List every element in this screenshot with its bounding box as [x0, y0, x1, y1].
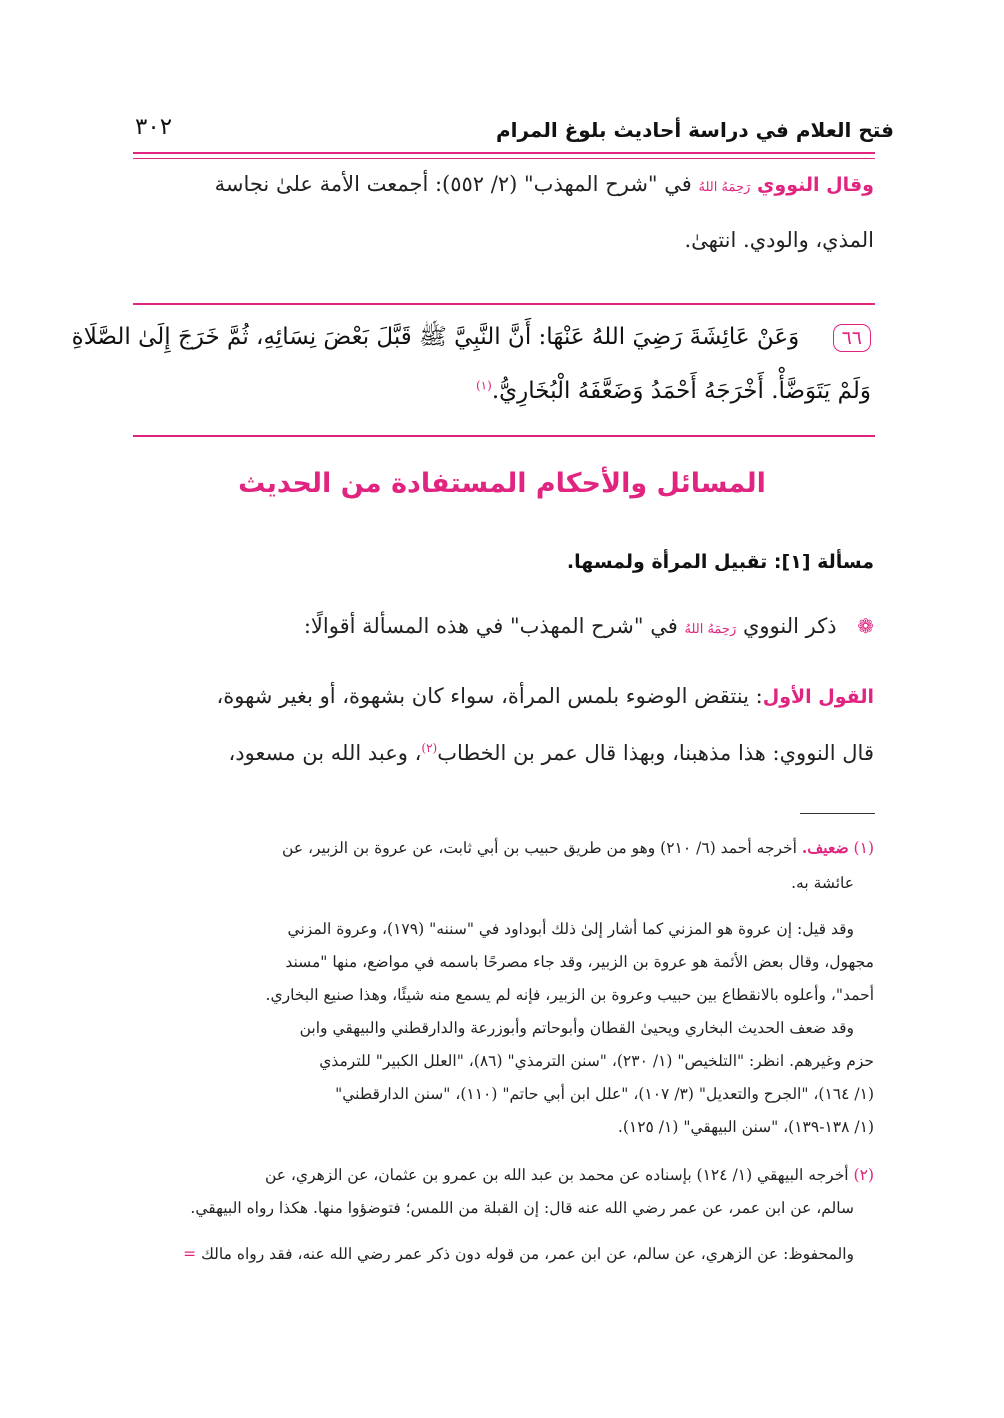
bullet-text-after: في "شرح المهذب" في هذه المسألة أقوالًا: — [303, 614, 678, 638]
footnote-2-line-3 — [183, 1245, 854, 1263]
paragraph-text-1: : ينتقض الوضوء بلمس المرأة، سواء كان بشهوة، أو بغير شهوة، — [216, 684, 763, 708]
issue-heading — [567, 551, 874, 573]
intro-line-1 — [215, 172, 874, 196]
paragraph-text-2a: قال النووي: هذا مذهبنا، وبهذا قال عمر بن الخطاب — [437, 741, 874, 765]
footnote-1-line-1 — [282, 838, 874, 857]
header-rule-thick — [133, 152, 875, 154]
footnote-1-line-2: عائشة به. — [791, 874, 854, 892]
footnote-1-line-5: أحمد"، وأعلوه بالانقطاع بين حبيب وعروة بن الزبير، فإنه لم يسمع منه شيئًا، وهذا صنيع البخاري. — [265, 986, 874, 1004]
running-header-title: فتح العلام في دراسة أحاديث بلوغ المرام — [495, 118, 894, 142]
footnote-separator — [800, 813, 875, 814]
footnote-1-line-8: (١/ ١٦٤)، "الجرح والتعديل" (٣/ ١٠٧)، "علل ابن أبي حاتم" (١١٠)، "سنن الدارقطني" — [335, 1085, 874, 1103]
honorific-glyph: رَحِمَهُ اللهُ — [698, 180, 751, 195]
paragraph-text-2b: ، وعبد الله بن مسعود، — [228, 741, 422, 765]
footnote-1-line-7: حزم وغيرهم. انظر: "التلخيص" (١/ ٢٣٠)، "سنن الترمذي" (٨٦)، "العلل الكبير" للترمذي — [319, 1052, 874, 1070]
hadith-box-top-rule — [133, 303, 875, 305]
bullet-line — [304, 614, 874, 638]
paragraph-line-1 — [216, 684, 874, 708]
intro-text: في "شرح المهذب" (٢/ ٥٥٢): أجمعت الأمة علىٰ نجاسة — [214, 172, 692, 196]
footnote-2-text: أخرجه البيهقي (١/ ١٢٤) بإسناده عن محمد بن عبد الله بن عمرو بن عثمان، عن الزهري، عن — [264, 1166, 849, 1184]
paragraph-line-2 — [228, 741, 874, 765]
flower-bullet-icon: ❁ — [857, 614, 874, 638]
footnote-ref-2[interactable]: (٢) — [421, 741, 438, 755]
footnote-1-line-4: مجهول، وقال بعض الأئمة هو عروة بن الزبير، وقد جاء مصرحًا باسمه في مواضع، منها "مسند — [285, 953, 874, 971]
footnote-1-line-6: وقد ضعف الحديث البخاري ويحيىٰ القطان وأبوحاتم وأبوزرعة والدارقطني والبيهقي وابن — [299, 1019, 854, 1037]
footnote-ref-1[interactable]: (١) — [475, 378, 492, 393]
footnote-1-line-9: (١/ ١٣٨-١٣٩)، "سنن البيهقي" (١/ ١٢٥). — [617, 1118, 874, 1136]
section-title: المسائل والأحكام المستفادة من الحديث — [238, 468, 766, 499]
footnote-2-mark: (٢) — [853, 1166, 874, 1184]
footnote-2-line-2: سالم، عن ابن عمر، عن عمر رضي الله عنه قال: إن القبلة من اللمس؛ فتوضؤوا منها. هكذا رواه البيهقي. — [190, 1199, 854, 1217]
hadith-text-2: وَلَمْ يَتَوَضَّأْ. أَخْرَجَهُ أَحْمَدُ وَضَعَّفَهُ الْبُخَارِيُّ. — [491, 378, 871, 404]
header-rule-thin — [133, 158, 875, 159]
page-number: ٣٠٢ — [135, 114, 173, 140]
footnote-1-text: أخرجه أحمد (٦/ ٢١٠) وهو من طريق حبيب بن أبي ثابت، عن عروة بن الزبير، عن — [282, 839, 797, 857]
footnote-2-line-1 — [265, 1166, 874, 1184]
honorific-glyph: رَحِمَهُ اللهُ — [684, 622, 737, 637]
footnote-2-text-3: والمحفوظ: عن الزهري، عن سالم، عن ابن عمر، من قوله دون ذكر عمر رضي الله عنه، فقد رواه مالك — [201, 1245, 854, 1263]
hadith-number-badge: ٦٦ — [833, 324, 871, 352]
hadith-box-bottom-rule — [133, 435, 875, 437]
hadith-line-1 — [72, 322, 871, 356]
issue-title: تقبيل المرأة ولمسها. — [566, 551, 768, 573]
issue-label: مسألة [١]: — [773, 551, 874, 573]
hadith-line-2 — [476, 378, 871, 404]
continuation-mark: = — [183, 1245, 197, 1263]
footnote-1-mark: (١) — [853, 839, 874, 857]
bullet-text-before: ذكر النووي — [742, 614, 837, 638]
opinion-label: القول الأول — [762, 686, 874, 708]
hadith-text-1: وَعَنْ عَائِشَةَ رَضِيَ اللهُ عَنْهَا: أَنَّ النَّبِيَّ ﷺ قَبَّلَ بَعْضَ نِسَائِهِ، ثُمَّ خَرَجَ إِلَىٰ الصَّلَاةِ — [71, 324, 800, 350]
intro-speaker: وقال النووي — [756, 174, 874, 196]
footnote-1-line-3: وقد قيل: إن عروة هو المزني كما أشار إلىٰ ذلك أبوداود في "سننه" (١٧٩)، وعروة المزني — [287, 920, 854, 938]
intro-line-2: المذي، والودي. انتهىٰ. — [684, 228, 874, 252]
footnote-1-grade: ضعيف. — [801, 838, 849, 857]
